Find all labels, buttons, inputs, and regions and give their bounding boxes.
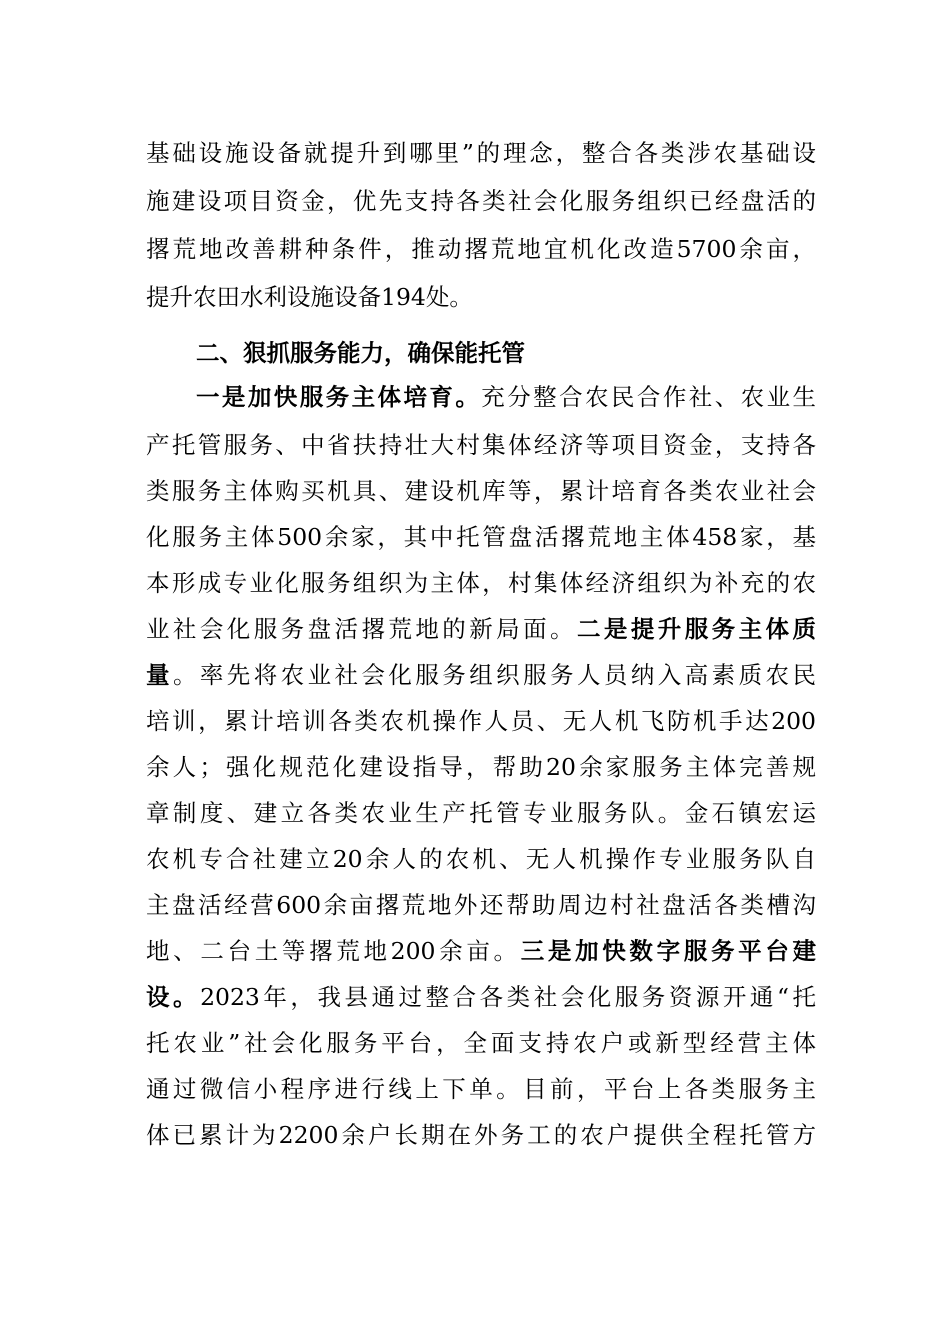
bold-lead-1: 一是加快服务主体培育。 [196, 383, 482, 411]
paragraph-line: 培训，累计培训各类农机操作人员、无人机飞防机手达200 [146, 707, 816, 735]
paragraph-line: 撂荒地改善耕种条件，推动撂荒地宜机化改造5700余亩， [146, 235, 816, 263]
paragraph-line: 余人；强化规范化建设指导，帮助20余家服务主体完善规 [146, 753, 816, 781]
paragraph-line [146, 982, 816, 1012]
paragraph-line [196, 382, 816, 412]
bold-lead-3-end: 设。 [146, 983, 201, 1011]
line-text: 。率先将农业社会化服务组织服务人员纳入高素质农民 [172, 661, 816, 689]
paragraph-line: 基础设施设备就提升到哪里”的理念，整合各类涉农基础设 [146, 139, 816, 167]
paragraph-line [146, 936, 816, 966]
paragraph-line [146, 614, 816, 644]
paragraph-line: 本形成专业化服务组织为主体，村集体经济组织为补充的农 [146, 569, 816, 597]
line-text: 充分整合农民合作社、农业生 [481, 383, 817, 411]
paragraph-line: 章制度、建立各类农业生产托管专业服务队。金石镇宏运 [146, 799, 816, 827]
paragraph-line: 体已累计为2200余户长期在外务工的农户提供全程托管方 [146, 1121, 816, 1149]
paragraph-line: 托农业”社会化服务平台，全面支持农户或新型经营主体 [146, 1029, 816, 1057]
paragraph-line [146, 660, 816, 690]
paragraph-line: 农机专合社建立20余人的农机、无人机操作专业服务队自 [146, 845, 816, 873]
paragraph-line: 产托管服务、中省扶持壮大村集体经济等项目资金，支持各 [146, 431, 816, 459]
section-heading: 二、狠抓服务能力，确保能托管 [196, 339, 525, 367]
paragraph-line: 主盘活经营600余亩撂荒地外还帮助周边村社盘活各类槽沟 [146, 891, 816, 919]
bold-lead-2-end: 量 [146, 661, 173, 689]
bold-lead-2: 二是提升服务主体质 [577, 615, 816, 643]
paragraph-line: 施建设项目资金，优先支持各类社会化服务组织已经盘活的 [146, 187, 816, 215]
paragraph-line: 通过微信小程序进行线上下单。目前，平台上各类服务主 [146, 1075, 816, 1103]
line-text: 地、二台土等撂荒地200余亩。 [146, 937, 521, 965]
line-text: 业社会化服务盘活撂荒地的新局面。 [146, 615, 577, 643]
bold-lead-3: 三是加快数字服务平台建 [520, 937, 817, 965]
paragraph-line: 提升农田水利设施设备194处。 [146, 283, 473, 311]
paragraph-line: 类服务主体购买机具、建设机库等，累计培育各类农业社会 [146, 477, 816, 505]
paragraph-line: 化服务主体500余家，其中托管盘活撂荒地主体458家，基 [146, 523, 816, 551]
line-text: 2023年，我县通过整合各类社会化服务资源开通“托 [200, 983, 816, 1011]
